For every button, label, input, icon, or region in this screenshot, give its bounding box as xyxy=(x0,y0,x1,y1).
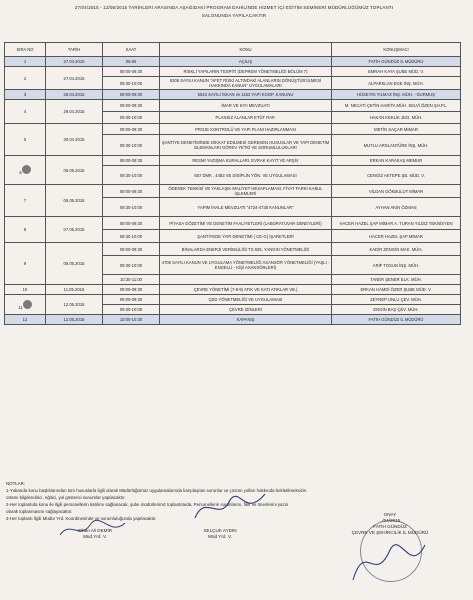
row-number: 3 xyxy=(5,90,46,100)
session-speaker: HÜSEYİN YILMAZ İNŞ. MÜH. - DURMUŞ xyxy=(332,90,461,100)
session-time: 09:30-10:00 xyxy=(103,135,160,156)
session-time: 10:00-10:30 xyxy=(103,315,160,325)
table-row xyxy=(5,285,461,295)
session-topic: ŞANTİYE DENETİMİNDE DİKKAT EDİLMESİ GEREKEN HUSUSLAR VE YAPI DENETİM ELEMANLARI GÖREV YETKİ VE SORUMLULUKLARI xyxy=(160,135,332,156)
session-time: 09:00-09:30 xyxy=(103,285,160,295)
session-time: 09:30-10:00 xyxy=(103,77,160,90)
punch-hole-marker xyxy=(22,165,31,174)
session-time: 09:00-09:30 xyxy=(103,100,160,112)
signature-scrawl xyxy=(185,488,275,528)
approval-date: ../04/2015 xyxy=(379,518,401,523)
session-time: 09:00-09:30 xyxy=(103,67,160,77)
session-topic: RESMİ YAZIŞMA KURALLARI, EVRAK KAYIT VE ARŞİV xyxy=(160,156,332,166)
session-speaker: VİLDAN GÖKBULUT MİMAR xyxy=(332,185,461,198)
session-speaker: M. NECATİ ÇETİN HARİTA MÜH. SELVİ ÖZEN ŞH.PL. xyxy=(332,100,461,112)
header-line-2: SALONUNDA YAPILACAKTIR xyxy=(201,13,267,18)
row-date: 11.05.2015 xyxy=(46,285,103,295)
row-date: 12.05.2015 xyxy=(46,295,103,315)
session-topic: 657 DMK , 4483 VE DİSİPLİN YÖN. VE UYGULAMASI xyxy=(160,166,332,185)
row-number: 11 xyxy=(5,295,46,315)
session-topic xyxy=(160,275,332,285)
approval-label: ONAY xyxy=(383,512,397,517)
session-topic: PROJE KONTROLÜ VE YAPI PLANI HAZIRLANMASI xyxy=(160,124,332,135)
signatory-title: ÇEVRE VE ŞEHİRCİLİK İL MÜDÜRÜ xyxy=(351,530,429,535)
session-topic: YAPIM İHALE MEVZUATI "4734-4735 KANUNLAR" xyxy=(160,198,332,217)
session-time: 09:30-10:00 xyxy=(103,256,160,275)
row-date: 08.05.2015 xyxy=(46,243,103,285)
table-header-row xyxy=(5,43,461,57)
session-speaker: METİN SAÇAR MİMAR xyxy=(332,124,461,135)
session-time: 09:00-09:30 xyxy=(103,156,160,166)
row-number: 12 xyxy=(5,315,46,325)
signature-block-2 xyxy=(175,528,265,540)
session-topic: BİNALARDA ENERJİ VERİMLİLİĞİ TS 825, YANGIN YÖNETMELİĞİ xyxy=(160,243,332,256)
row-number: 4 xyxy=(5,100,46,124)
row-date: 30.04.2015 xyxy=(46,124,103,156)
session-time: 09:30-10:00 xyxy=(103,305,160,315)
table-row xyxy=(5,67,461,77)
table-row xyxy=(5,57,461,67)
session-topic: PİYASA GÖZETİMİ VE DENETİM FAALİYETLERİ (LABORATUVAR DENEYLERİ) xyxy=(160,217,332,230)
session-speaker: AYHAN AKIN ÖZMAN xyxy=(332,198,461,217)
session-speaker: HACER HAZEL ŞAP MİMAR xyxy=(332,230,461,243)
session-topic: ÇED YÖNETMELİĞİ VE UYGULAMASI xyxy=(160,295,332,305)
signatory-name: FATİH GÜNDÜZ xyxy=(373,524,407,529)
session-time: 09:00-09:30 xyxy=(103,217,160,230)
session-time: 09:00-09:30 xyxy=(103,124,160,135)
session-speaker: ALPARSLAN EGE İNŞ. MÜH. xyxy=(332,77,461,90)
row-date: 28.04.2015 xyxy=(46,90,103,100)
session-time: 09:30-10:00 xyxy=(103,112,160,124)
session-speaker: MUTLU ARSLANTÜRE İNŞ. MÜH. xyxy=(332,135,461,156)
table-row xyxy=(5,185,461,198)
session-topic: ÇEVRE İZİNLERİ xyxy=(160,305,332,315)
table-row xyxy=(5,315,461,325)
session-speaker: ERKAN HAMDİ ÖZER ŞUBE MÜD. V. xyxy=(332,285,461,295)
session-time: 09:30-10:00 xyxy=(103,230,160,243)
row-date: 12.05.2015 xyxy=(46,315,103,325)
table-row xyxy=(5,156,461,166)
session-speaker: ERKAN KARAKAŞ MEMUR xyxy=(332,156,461,166)
row-number: 6 xyxy=(5,156,46,185)
session-speaker: FATİH GÜNDÜZ İL MÜDÜRÜ xyxy=(332,315,461,325)
note-line: 3-Her toplantı İlgili Müdür Yrd. Koordinesinde ve sorumluluğunda yapılacaktır. xyxy=(6,516,157,521)
row-number: 9 xyxy=(5,243,46,285)
signatory-name: SELÇUK AYDIN xyxy=(203,528,237,533)
session-time: 09:30-10:00 xyxy=(103,166,160,185)
notes-title: NOTLAR: xyxy=(6,481,26,486)
table-row xyxy=(5,100,461,112)
session-speaker: ENGİN BAŞ ÇEV. MÜH. xyxy=(332,305,461,315)
column-header: SIRA NO xyxy=(5,43,46,57)
session-topic: ÖDENEK TENKİSİ VE YAKLAŞIK MALİYET HESAPLAMASI, FİYAT FARKI KABUL İŞLEMLERİ xyxy=(160,185,332,198)
row-date: 29.04.2015 xyxy=(46,100,103,124)
row-number: 7 xyxy=(5,185,46,217)
row-number: 5 xyxy=(5,124,46,156)
session-speaker: HACER HAZEL ŞAP MİMAR A. TURAN YILDIZ TEKNİSYEN xyxy=(332,217,461,230)
row-number: 10 xyxy=(5,285,46,295)
note-line: ortamı bilgilendirici, eğitici, yol gösterici sunumlar yapılacaktır. xyxy=(6,495,126,500)
column-header: TARİH xyxy=(46,43,103,57)
row-number: 2 xyxy=(5,67,46,90)
signature-scrawl xyxy=(345,530,435,590)
table-row xyxy=(5,90,461,100)
table-row xyxy=(5,295,461,305)
table-row xyxy=(5,243,461,256)
session-speaker: EMRAH KAYA ŞUBE MÜD. V. xyxy=(332,67,461,77)
session-speaker: KADİR ZENGİN MAK. MÜH. xyxy=(332,243,461,256)
document-header xyxy=(8,4,460,20)
session-time: 09:00-09:30 xyxy=(103,185,160,198)
row-number: 8 xyxy=(5,217,46,243)
table-row xyxy=(5,217,461,230)
row-date: 06.05.2015 xyxy=(46,185,103,217)
session-topic: KAPANIŞ xyxy=(160,315,332,325)
session-speaker: ARİF TOSUN İNŞ. MÜH. xyxy=(332,256,461,275)
session-speaker: HAKAN KEKLİK JEO. MÜH. xyxy=(332,112,461,124)
signatory-name: Cihan Ali DEMİR xyxy=(77,528,113,533)
signatory-title: Müd.Yrd. V. xyxy=(83,534,107,539)
signatory-title: Müd Yrd. V. xyxy=(208,534,232,539)
session-topic: ÇEVRE YÖNETİMİ (7-8-9) ATIK VE KATI ATIKLAR VB.) xyxy=(160,285,332,295)
note-line: 2-Her toplantıda konu ile ilgili personellerin katılımı sağlanacak, şube müdürlerimiz toplantılarda, Personellerin sorunlarını, fikir ve önerilerini yazılı xyxy=(6,502,289,507)
table-row xyxy=(5,124,461,135)
session-time: 09:30-10:00 xyxy=(103,198,160,217)
signature-block-1 xyxy=(50,528,140,540)
row-date: 05.05.2015 xyxy=(46,156,103,185)
session-time: 09:00-09:30 xyxy=(103,295,160,305)
note-line: 1-Yukarıda konu başlıklarından tüm hususlarla ilgili olarak Müdürlüğümüz uygulamalarında karşılaşılan sorunlar ve çözüm yolları hakkında bekletilmeksizin xyxy=(6,488,307,493)
session-speaker: ZEYNEP UNLU ÇEV. MÜH. xyxy=(332,295,461,305)
row-number: 1 xyxy=(5,57,46,67)
column-header: SAAT xyxy=(103,43,160,57)
note-line: olarak toplanmasını sağlayacaktır. xyxy=(6,509,73,514)
row-date: 27.04.2015 xyxy=(46,67,103,90)
session-time: 09:00-09:30 xyxy=(103,90,160,100)
session-speaker: FATİH GÜNDÜZ İL MÜDÜRÜ xyxy=(332,57,461,67)
column-header: KONU xyxy=(160,43,332,57)
program-table xyxy=(4,42,461,325)
punch-hole-marker xyxy=(23,300,32,309)
header-line-1: 27/04/2015 - 12/05/2015 TARİHLERİ ARASINDA AŞAĞIDAKİ PROGRAM DAHİLİNDE HİZMET İÇİ EĞİTİM SEMİNERİ MÜDÜRLÜĞÜMÜZ TOPLANTI xyxy=(74,5,394,10)
session-topic: 5543 SAYILI İSKAN ve 1163 YAPI KOOP. KANUNU xyxy=(160,90,332,100)
session-topic: ŞANTİYEDE YAPI DENETİMİ ( CE-G) İŞARETLERİ xyxy=(160,230,332,243)
session-topic: 6306 SAYILI KANUN "AFET RİSKİ ALTINDAKİ ALANLARIN DÖNÜŞTÜRÜLMESİ HAKKINDA KANUN" UYGULAMALARI xyxy=(160,77,332,90)
session-topic: AÇILIŞ xyxy=(160,57,332,67)
session-time: 08.50 xyxy=(103,57,160,67)
session-topic: PLANSIZ ALANLAR ETÜT RAP. xyxy=(160,112,332,124)
column-header: KONUŞMACI xyxy=(332,43,461,57)
session-topic: RİSKLİ YAPILARIN TESPİTİ (DEPREM YÖNETMELİĞİ BÖLÜM 7) xyxy=(160,67,332,77)
session-topic: 4708 SAYILI KANUN VE UYGULAMA YÖNETMELİĞİ ASANSÖR YÖNETMELİĞİ (YAŞLI - ENGELLİ - KİŞİ ASANSÖRLERİ) xyxy=(160,256,332,275)
row-date: 27.04.2015 xyxy=(46,57,103,67)
session-speaker: TANER ŞENER ELK. MÜH. xyxy=(332,275,461,285)
session-speaker: CENGİZ AKTEPE ŞB. MÜD. V. xyxy=(332,166,461,185)
session-topic: İMAR VE KIYI MEVZUATI xyxy=(160,100,332,112)
session-time: 09:00-09:30 xyxy=(103,243,160,256)
row-date: 07.05.2015 xyxy=(46,217,103,243)
session-time: 10:30-11:00 xyxy=(103,275,160,285)
